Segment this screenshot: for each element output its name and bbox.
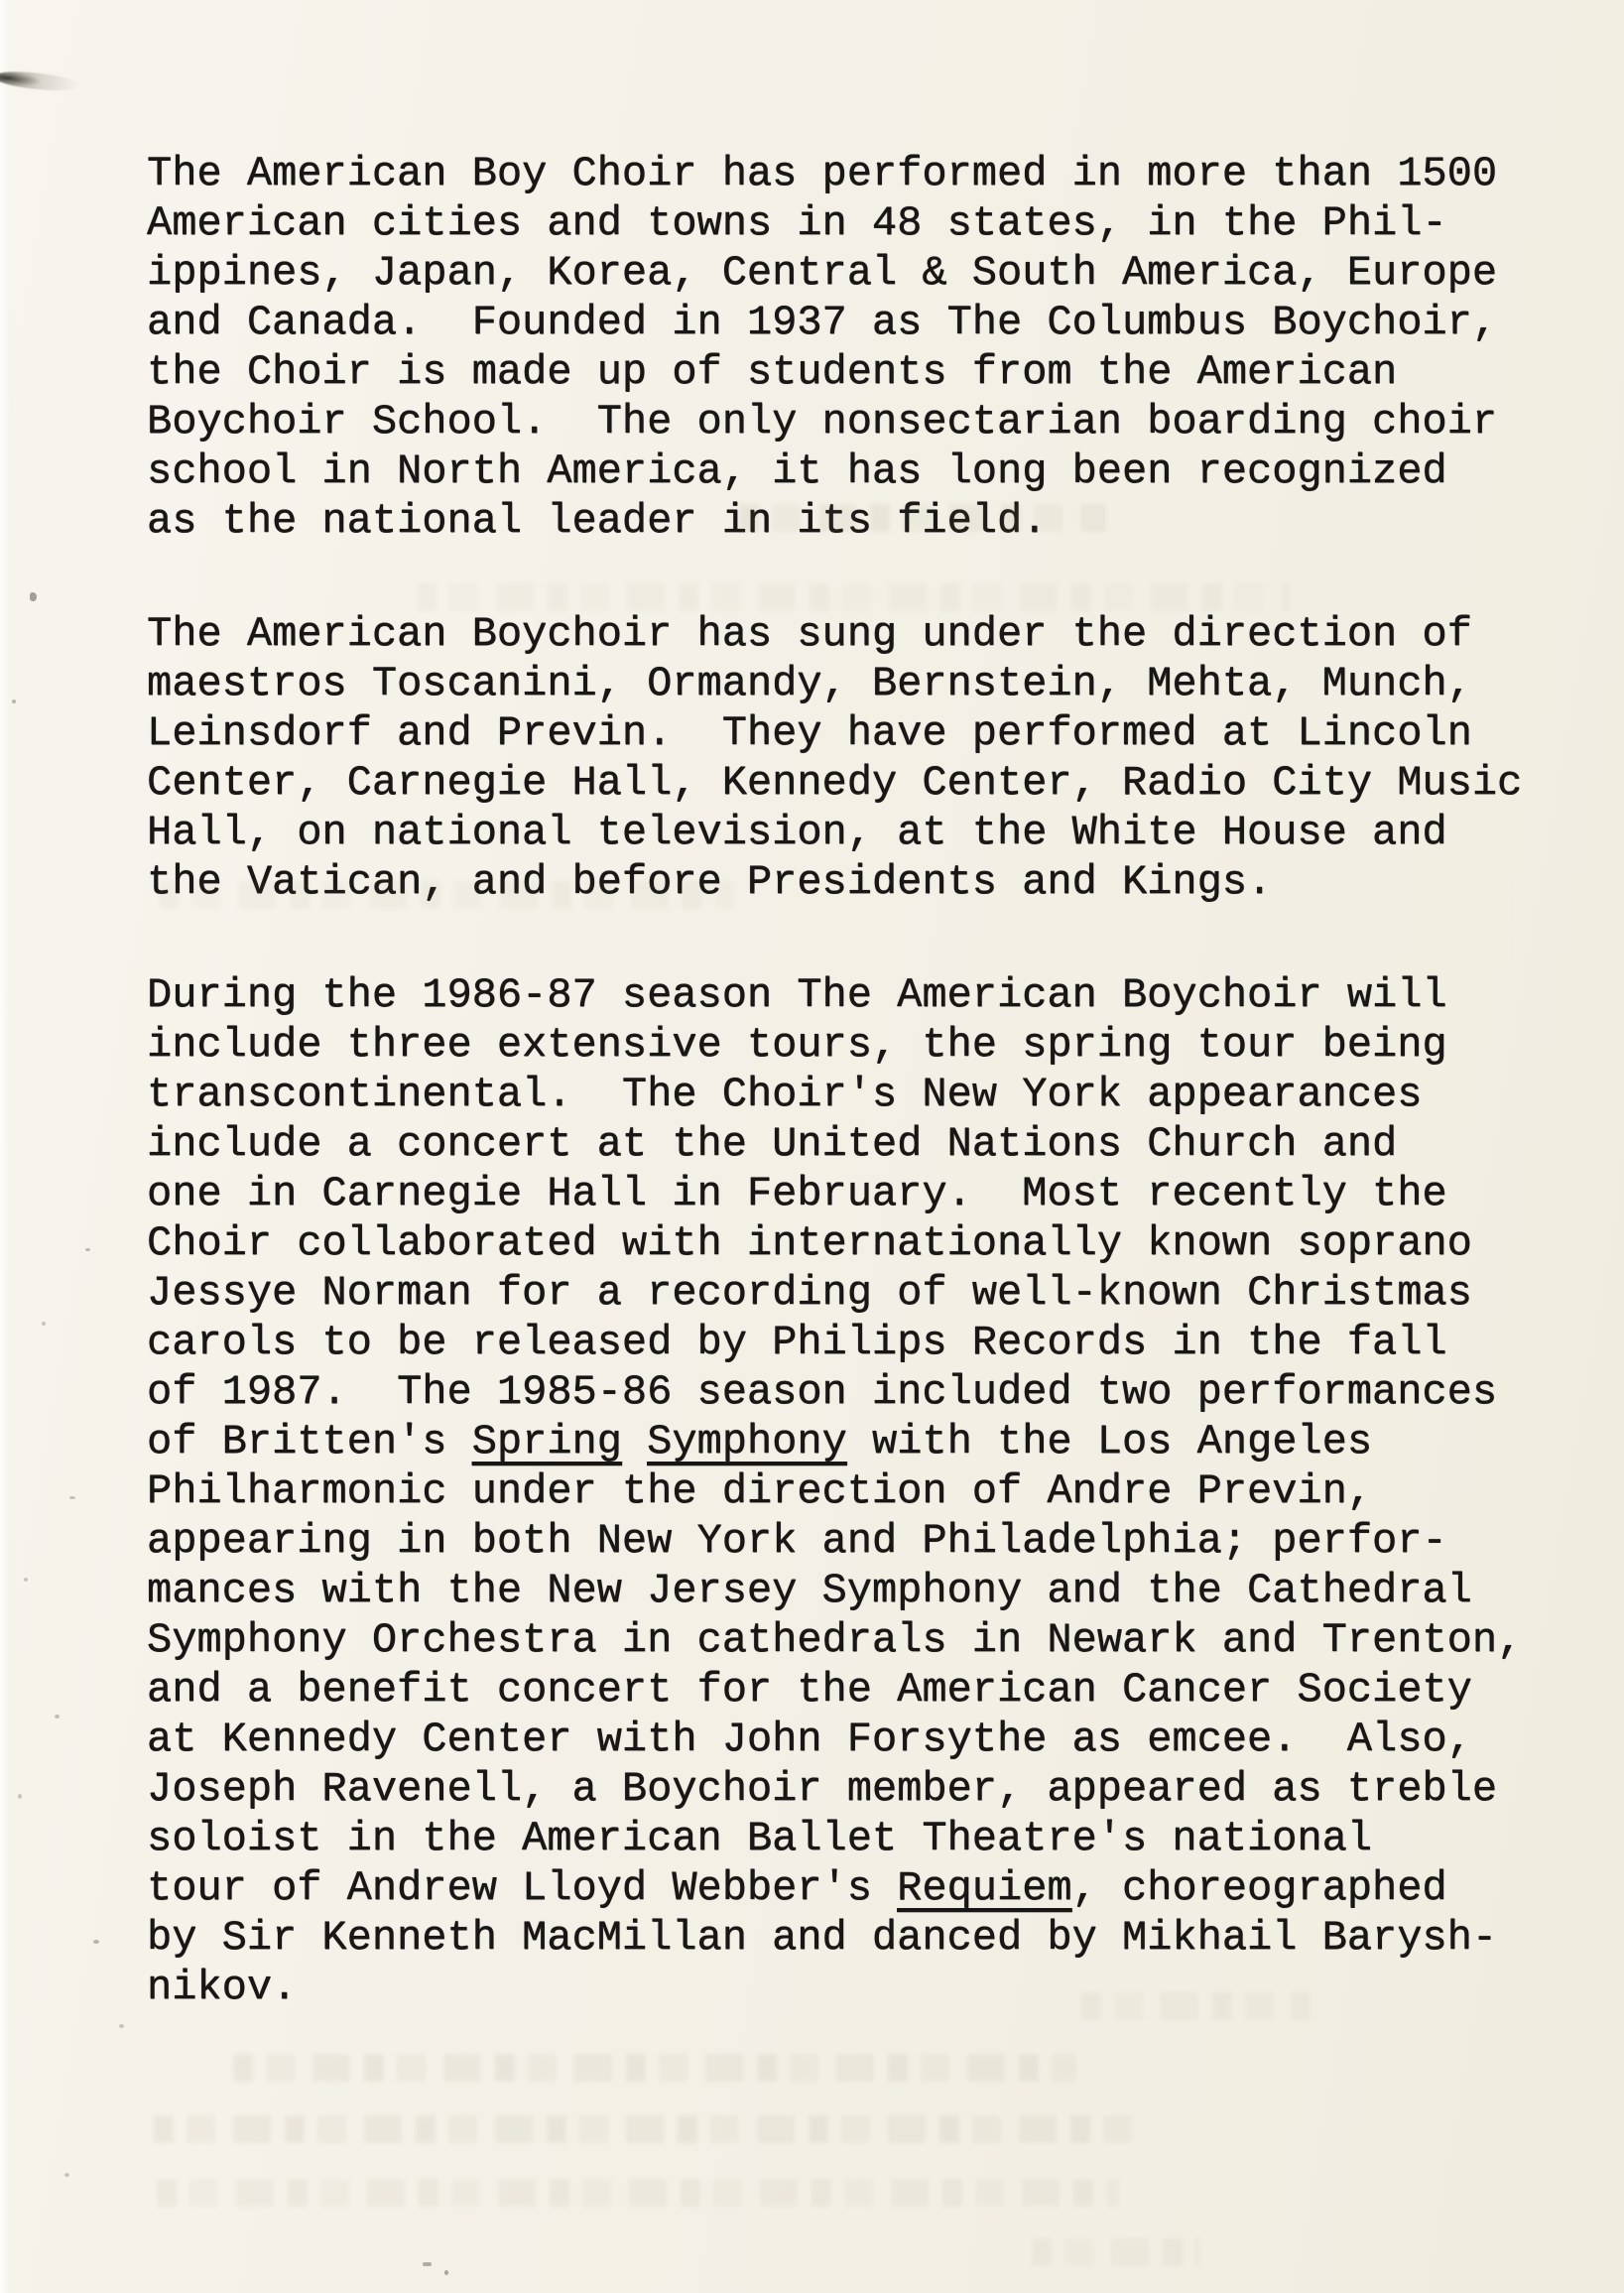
underlined-work-title: Spring (471, 1418, 622, 1465)
dust-speck (64, 2173, 69, 2177)
bleedthrough-ghost-text (157, 2179, 1119, 2207)
text-line: nikov. (147, 1964, 298, 2011)
dust-speck (24, 1578, 28, 1582)
text-segment: , choreographed (1071, 1864, 1447, 1912)
text-line: The American Boy Choir has performed in more than 1500 (147, 150, 1498, 197)
text-line: carols to be released by Philips Records in the fall (147, 1319, 1447, 1366)
bleedthrough-ghost-text (739, 504, 1106, 532)
text-line: Jessye Norman for a recording of well-known Christmas (147, 1269, 1472, 1317)
text-line: Leinsdorf and Previn. They have performed at Lincoln (147, 709, 1472, 757)
text-line: appearing in both New York and Philadelphia; perfor- (147, 1517, 1447, 1565)
text-line: at Kennedy Center with John Forsythe as emcee. Also, (147, 1716, 1472, 1763)
text-line: Philharmonic under the direction of Andre Previn, (147, 1467, 1373, 1515)
paragraph (147, 149, 1522, 546)
typewritten-text (147, 149, 1522, 2076)
text-line: and Canada. Founded in 1937 as The Columbus Boychoir, (147, 299, 1498, 346)
bleedthrough-ghost-text (1081, 1992, 1310, 2020)
text-line: mances with the New Jersey Symphony and the Cathedral (147, 1567, 1472, 1614)
paragraph (147, 970, 1522, 2012)
bleedthrough-ghost-text (159, 881, 734, 909)
underlined-work-title: Requiem (897, 1864, 1072, 1912)
text-line: of 1987. The 1985-86 season included two performances (147, 1368, 1498, 1416)
dust-speck (85, 1248, 90, 1251)
text-line: the Vatican, and before Presidents and Kings. (147, 858, 1273, 906)
text-line: school in North America, it has long been recognized (147, 447, 1447, 495)
dust-speck (18, 1794, 22, 1799)
text-line: Joseph Ravenell, a Boychoir member, appeared as treble (147, 1765, 1498, 1813)
dust-speck (30, 592, 37, 601)
dust-speck (55, 1715, 60, 1719)
bleedthrough-ghost-text (233, 2054, 1076, 2082)
text-line: The American Boychoir has sung under the direction of (147, 610, 1472, 658)
text-line: include a concert at the United Nations Church and (147, 1120, 1398, 1168)
bleedthrough-ghost-text (417, 583, 1290, 611)
dust-speck (93, 1940, 99, 1944)
text-line: as the national leader in its field. (147, 497, 1048, 545)
text-line: one in Carnegie Hall in February. Most recently the (147, 1170, 1447, 1217)
text-line: Hall, on national television, at the White House and (147, 809, 1447, 856)
text-segment (622, 1418, 647, 1465)
dust-speck (69, 1496, 75, 1499)
text-segment: with the Los Angeles (846, 1418, 1373, 1465)
text-line: transcontinental. The Choir's New York appearances (147, 1071, 1423, 1118)
text-line: the Choir is made up of students from the American (147, 348, 1398, 396)
text-segment: tour of Andrew Lloyd Webber's (147, 1864, 898, 1912)
text-segment: of Britten's (147, 1418, 472, 1465)
dust-speck (444, 2270, 448, 2275)
text-line: and a benefit concert for the American Cancer Society (147, 1666, 1472, 1714)
dust-speck (12, 700, 16, 703)
bleedthrough-ghost-text (154, 2115, 1136, 2143)
text-line: include three extensive tours, the spring tour being (147, 1021, 1447, 1069)
bleedthrough-ghost-text (1032, 2238, 1200, 2266)
text-line: soloist in the American Ballet Theatre's national (147, 1815, 1373, 1862)
dust-speck (423, 2262, 432, 2266)
dust-speck (42, 1322, 46, 1326)
text-line: by Sir Kenneth MacMillan and danced by Mikhail Barysh- (147, 1914, 1498, 1962)
text-line: Symphony Orchestra in cathedrals in Newark and Trenton, (147, 1616, 1523, 1664)
paragraph (147, 609, 1522, 907)
text-line (147, 1417, 1522, 1466)
text-line: ippines, Japan, Korea, Central & South America, Europe (147, 249, 1498, 297)
text-line: During the 1986-87 season The American Boychoir will (147, 971, 1447, 1019)
ink-smudge-mark (0, 69, 82, 94)
text-line (147, 1863, 1522, 1913)
text-line: maestros Toscanini, Ormandy, Bernstein, Mehta, Munch, (147, 660, 1472, 707)
underlined-work-title: Symphony (647, 1418, 847, 1465)
text-line: Boychoir School. The only nonsectarian boarding choir (147, 398, 1498, 446)
text-line: Choir collaborated with internationally known soprano (147, 1219, 1472, 1267)
scanner-edge (0, 0, 10, 2293)
text-line: Center, Carnegie Hall, Kennedy Center, Radio City Music (147, 759, 1523, 807)
text-line: American cities and towns in 48 states, in the Phil- (147, 199, 1447, 247)
dust-speck (119, 2024, 124, 2028)
